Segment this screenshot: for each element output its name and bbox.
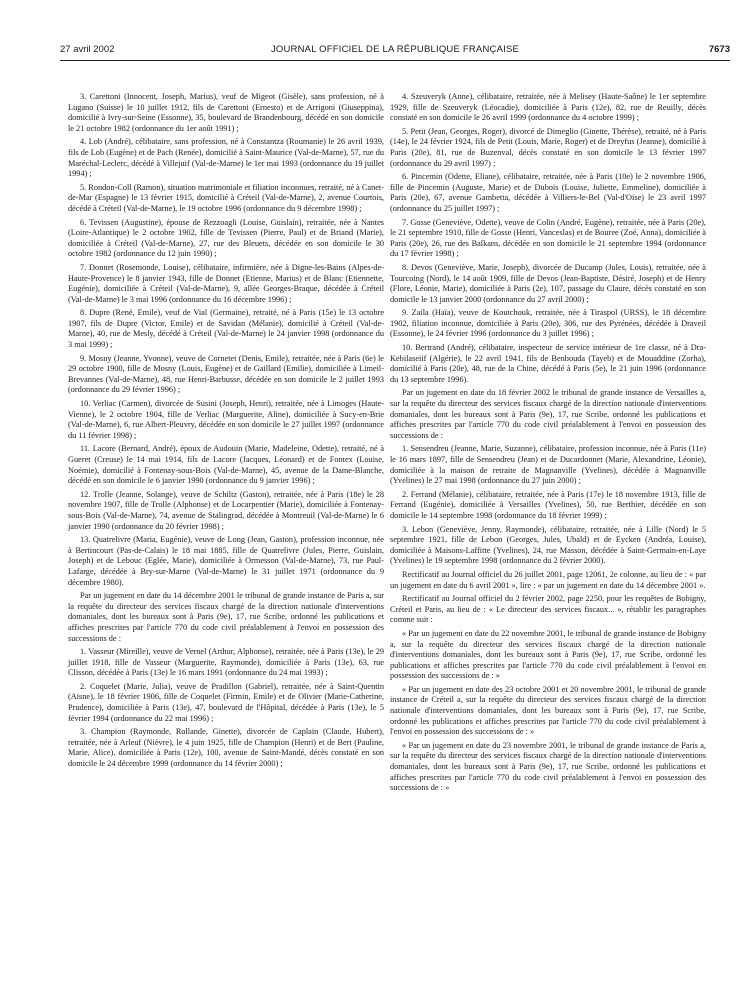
paragraph: Par un jugement en date du 18 février 2002 le tribunal de grande instance de Versailles a, sur la requête du directeur des services fiscaux chargé de la direction nationale d'interventions domaniales, dont les bureaux sont à Paris (9e), 17, rue Scribe, ordonné les publications et affiches prescrites par l'article 770 du code civil préalablement à l'envoi en possession des successions de : (390, 388, 706, 440)
paragraph: 11. Lacore (Bernard, André), époux de Audouin (Marie, Madeleine, Odette), retraité, né à Gueret (Creuse) le 14 mai 1914, fils de Lacore (Jacques, Léonard) et de Fontex (Louise, Noémie), domicilié à Fontenay-sous-Bois (Val-de-Marne), 45, avenue de la Dame-Blanche, décédé en son domicile le 6 janvier 1990 (ordonnance du 9 janvier 1996) ; (68, 444, 384, 486)
right-column (390, 92, 706, 797)
paragraph: « Par un jugement en date du 22 novembre 2001, le tribunal de grande instance de Bobigny a, sur la requête du directeur des services fiscaux chargé de la direction nationale d'interventions domaniales, dont les bureaux sont à Paris (9e), 17, rue Scribe, ordonné les publications et affiches prescrites par l'article 770 du code civil préalablement à l'envoi en possession des successions de : » (390, 628, 706, 681)
page-number: 7673 (708, 44, 730, 55)
paragraph: Rectificatif au Journal officiel du 2 février 2002, page 2250, pour les requêtes de Bobigny, Créteil et Paris, au lieu de : « Le directeur des services fiscaux... », rétablir les paragraphes comme suit : (390, 594, 706, 625)
paragraph: 8. Dupre (René, Emile), veuf de Vial (Germaine), retraité, né à Paris (15e) le 13 octobre 1907, fils de Dupre (Victor, Emile) et de Savidan (Mélanie), domicilié à Créteil (Val-de-Marne), 40, rue de Mesly, décédé à Créteil (Val-de-Marne) le 24 janvier 1998 (ordonnance du 3 mai 1999) ; (68, 308, 384, 350)
paragraph: 3. Lebon (Geneviève, Jenny, Raymonde), célibataire, retraitée, née à Lille (Nord) le 5 septembre 1921, fille de Lebon (Georges, Jules, Ubald) et de Eycken (Andréa, Louise), domiciliée à Maisons-Laffitte (Yvelines), 24, rue Masson, décédée à Saint-Germain-en-Laye (Yvelines) le 19 septembre 1998 (ordonnance du 2 février 2000). (390, 524, 706, 566)
paragraph: 7. Gosse (Geneviève, Odette), veuve de Colin (André, Eugène), retraitée, née à Paris (20e), le 21 septembre 1910, fille de Gosse (Henri, Vanceslas) et de Bouree (Zoé, Anna), domiciliée à Paris (20e), 26, rue des Balkans, décédée en son domicile le 21 septembre 1994 (ordonnance du 17 février 1998) ; (390, 217, 706, 259)
header-rule (60, 60, 730, 61)
paragraph: 3. Carettoni (Innocent, Joseph, Marius), veuf de Migeot (Gisèle), sans profession, né à Lugano (Suisse) le 10 juillet 1912, fils de Carettoni (Ernesto) et de Arrigoni (Giuseppina), domicilié à Ivry-sur-Seine (Essonne), 35, boulevard de Brandenbourg, décédé en son domicile le 21 octobre 1982 (ordonnance du 1er août 1991) ; (68, 92, 384, 133)
paragraph: 12. Trolle (Jeanne, Solange), veuve de Schiltz (Gaston), retraitée, née à Paris (18e) le 28 novembre 1907, fille de Trolle (Alphonse) et de Locarpentier (Marie), domiciliée à Fontenay-sous-Bois (Val-de-Marne), 74, avenue de Stalingrad, décédée à Montreuil (Val-de-Marne) le 6 janvier 1990 (ordonnance du 20 février 1998) ; (68, 489, 384, 531)
paragraph: « Par un jugement en date du 23 novembre 2001, le tribunal de grande instance de Paris a, sur la requête du directeur des services fiscaux chargé de la direction nationale d'interventions domaniales, dont les bureaux sont à Paris (9e), 17, rue Scribe, ordonné les publications et affiches prescrites par l'article 770 du code civil préalablement à l'envoi en possession des successions de : » (390, 740, 706, 793)
paragraph: 8. Devos (Geneviève, Marie, Joseph), divorcée de Ducamp (Jules, Louis), retraitée, née à Tourcoing (Nord), le 14 août 1909, fille de Devos (Jean-Baptiste, Désiré, Joseph) et de Henry (Flore, Léonie, Marie), domiciliée à Paris (2e), 107, passage du Claure, décès constaté en son domicile le 13 janvier 2000 (ordonnance du 27 avril 2000) ; (390, 262, 706, 304)
paragraph: 9. Mosny (Jeanne, Yvonne), veuve de Cornetet (Denis, Emile), retraitée, née à Paris (6e) le 29 octobre 1900, fille de Mosny (Louis, Eugène) et de Gaillard (Emilie), domiciliée à Limeil-Brevannes (Val-de-Marne), 48, rue Henri-Barbusse, décédée en son domicile le 2 juillet 1993 (ordonnance du 29 février 1996) ; (68, 353, 384, 395)
paragraph: 13. Quatrelivre (Maria, Eugénie), veuve de Long (Jean, Gaston), profession inconnue, née à Bertincourt (Pas-de-Calais) le 18 mai 1885, fille de Quatrelivre (Jules, Pierre, Guislain, Joseph) et de Lebouc (Eglée, Marie), domiciliée à Ormesson (Val-de-Marne), 73, rue Paul-Lafarge, décédée à Bry-sur-Marne (Val-de-Marne) le 31 juillet 1971 (ordonnance du 9 décembre 1980). (68, 535, 384, 587)
paragraph: 1. Vasseur (Mireille), veuve de Vernel (Arthur, Alphonse), retraitée, née à Paris (13e), le 29 juillet 1918, fille de Vasseur (Marguerite, Raymonde), domiciliée à Paris (13e), 63, rue Clisson, décédée à Paris (13e) le 16 mars 1991 (ordonnance du 24 mai 1993) ; (68, 647, 384, 678)
paragraph: 4. Lob (André), célibataire, sans profession, né à Constantza (Roumanie) le 26 avril 1939, fils de Lob (Eugène) et de Pach (Renée), domicilié à Saint-Maurice (Val-de-Marne), 57, rue du Maréchal-Leclerc, décédé à Villejuif (Val-de-Marne) le 1er mai 1993 (ordonnance du 19 juillet 1994) ; (68, 137, 384, 179)
paragraph: 3. Champion (Raymonde, Rollande, Ginette), divorcée de Caplain (Claude, Hubert), retraitée, née à Arleuf (Nièvre), le 4 juin 1925, fille de Champion (Henri) et de Bert (Pauline, Marie, Alice), domiciliée à Paris (12e), 100, avenue de Saint-Mandé, décès constaté en son domicile le 24 décembre 1999 (ordonnance du 14 février 2000) ; (68, 727, 384, 769)
paragraph: 4. Szeuveryk (Anne), célibataire, retraitée, née à Melisey (Haute-Saône) le 1er septembre 1929, fille de Szeuveryk (Léocadie), domiciliée à Paris (12e), 82, rue de Reuilly, décès constaté en son domicile le 26 avril 1999 (ordonnance du 4 octobre 1999) ; (390, 92, 706, 123)
paragraph: 1. Sensendreu (Jeanne, Marie, Suzanne), célibataire, profession inconnue, née à Paris (11e) le 16 mars 1897, fille de Sensendreu (Jean) et de Ducardonnet (Marie, Alexandrine, Léonie), domiciliée à la maison de retraite de Magnanville (Yvelines), décédée à Magnanville (Yvelines) le 27 mai 1998 (ordonnance du 27 juin 2000) ; (390, 444, 706, 486)
paragraph: 2. Ferrand (Mélanie), célibataire, retraitée, née à Paris (17e) le 18 novembre 1913, fille de Ferrand (Eugénie), domiciliée à Versailles (Yvelines), 50, rue Berthier, décédée en son domicile le 14 septembre 1998 (ordonnance du 18 février 1999) ; (390, 489, 706, 520)
paragraph: 10. Verliac (Carmen), divorcée de Susini (Joseph, Henri), retraitée, née à Limoges (Haute-Vienne), le 2 octobre 1904, fille de Verliac (Marguerite, Aline), domiciliée à Sucy-en-Brie (Val-de-Marne), 6, rue Albert-Pleuvry, décédée en son domicile le 27 juillet 1997 (ordonnance du 11 février 1998) ; (68, 399, 384, 440)
paragraph: 7. Donnet (Rosemonde, Louise), célibataire, infirmière, née à Digne-les-Bains (Alpes-de-Haute-Provence) le 8 janvier 1943, fille de Donnet (Etienne, Marius) et de Blanc (Etiennette, Eugénie), domiciliée à Créteil (Val-de-Marne), 9, allée Georges-Braque, décédée à Créteil (Val-de-Marne) le 3 mai 1996 (ordonnance du 16 décembre 1996) ; (68, 262, 384, 304)
journal-title: JOURNAL OFFICIEL DE LA RÉPUBLIQUE FRANÇAISE (270, 44, 520, 55)
paragraph: 9. Zaila (Haïa), veuve de Koutchouk, retraitée, née à Tiraspol (URSS), le 18 décembre 1902, filiation inconnue, domiciliée à Paris (20e), 306, rue des Pyrénées, décédée à Draveil (Essonne), le 24 février 1996 (ordonnance du 3 juillet 1996) ; (390, 308, 706, 339)
paragraph: 5. Rondon-Coll (Ramon), situation matrimoniale et filiation inconnues, retraité, né à Canet-de-Mar (Espagne) le 13 février 1915, domicilié à Créteil (Val-de-Marne), 2, avenue Courtois, décédé à Créteil (Val-de-Marne), le 19 octobre 1996 (ordonnance du 9 décembre 1998) ; (68, 182, 384, 213)
paragraph: Rectificatif au Journal officiel du 26 juillet 2001, page 12061, 2e colonne, au lieu de : « par un jugement en date du 6 avril 2001 », lire : « par un jugement en date du 14 décembre 2001 ». (390, 569, 706, 590)
paragraph: 6. Pincemin (Odette, Eliane), célibataire, retraitée, née à Paris (10e) le 2 novembre 1906, fille de Pincemin (Auguste, Marie) et de Dubois (Louise, Juliette, Emmeline), domiciliée à Paris (20e), 67, avenue Gambetta, décédée à Villiers-le-Bel (Val-d'Oise) le 23 avril 1997 (ordonnance du 25 juillet 1997) ; (390, 172, 706, 213)
page-header (60, 44, 730, 58)
paragraph: 10. Bertrand (André), célibataire, inspecteur de service intérieur de 1re classe, né à Dra-Kebilaseiif (Algérie), le 22 avril 1941, fils de Benbouda (Tayeb) et de Mouaddine (Zorha), domicilié à Paris (20e), 48, rue de la Chine, décédé à Paris (5e), le 21 juin 1996 (ordonnance du 13 septembre 1996). (390, 343, 706, 384)
issue-date: 27 avril 2002 (60, 44, 115, 55)
paragraph: 6. Tevissen (Augustine), épouse de Rezzoagli (Louise, Guislain), retraitée, née à Nantes (Loire-Atlantique) le 2 octobre 1902, fille de Tevissen (Pierre, Paul) et de Briand (Marie), domiciliée à Créteil (Val-de-Marne), 27, rue des Bleuets, décédée en son domicile le 30 octobre 1982 (ordonnance du 12 juin 1990) ; (68, 217, 384, 259)
paragraph: 2. Coquelet (Marie, Julia), veuve de Pradillon (Gabriel), retraitée, née à Saint-Quentin (Aisne), le 18 février 1906, fille de Coquelet (Firmin, Emile) et de Olivier (Marie-Catherine, Prudence), domiciliée à Paris (13e), 47, boulevard de l'Hôpital, décédée à Paris (13e), le 5 février 1994 (ordonnance du 22 mai 1996) ; (68, 681, 384, 723)
left-column (68, 92, 384, 773)
paragraph: 5. Petit (Jean, Georges, Roger), divorcé de Dimeglio (Ginette, Thérèse), retraité, né à Paris (14e), le 24 février 1924, fils de Petit (Louis, Marie, Roger) et de Dreyfus (Jeanne), domicilié à Paris (20e), 81, rue de Buzenval, décès constaté en son domicile le 13 février 1997 (ordonnance du 29 avril 1997) ; (390, 126, 706, 168)
paragraph: « Par un jugement en date des 23 octobre 2001 et 20 novembre 2001, le tribunal de grande instance de Créteil a, sur la requête du directeur des services fiscaux chargé de la direction nationale d'interventions domaniales, dont les bureaux sont à Paris (9e), 17, rue Scribe, ordonné les publications et affiches prescrites par l'article 770 du code civil préalablement à l'envoi en possession des successions de : » (390, 684, 706, 737)
paragraph: Par un jugement en date du 14 décembre 2001 le tribunal de grande instance de Paris a, sur la requête du directeur des services fiscaux chargé de la direction nationale d'interventions domaniales, dont les bureaux sont à Paris (9e), 17, rue Scribe, ordonné les publications et affiches prescrites par l'article 770 du code civil préalablement à l'envoi en possession des successions de : (68, 591, 384, 643)
